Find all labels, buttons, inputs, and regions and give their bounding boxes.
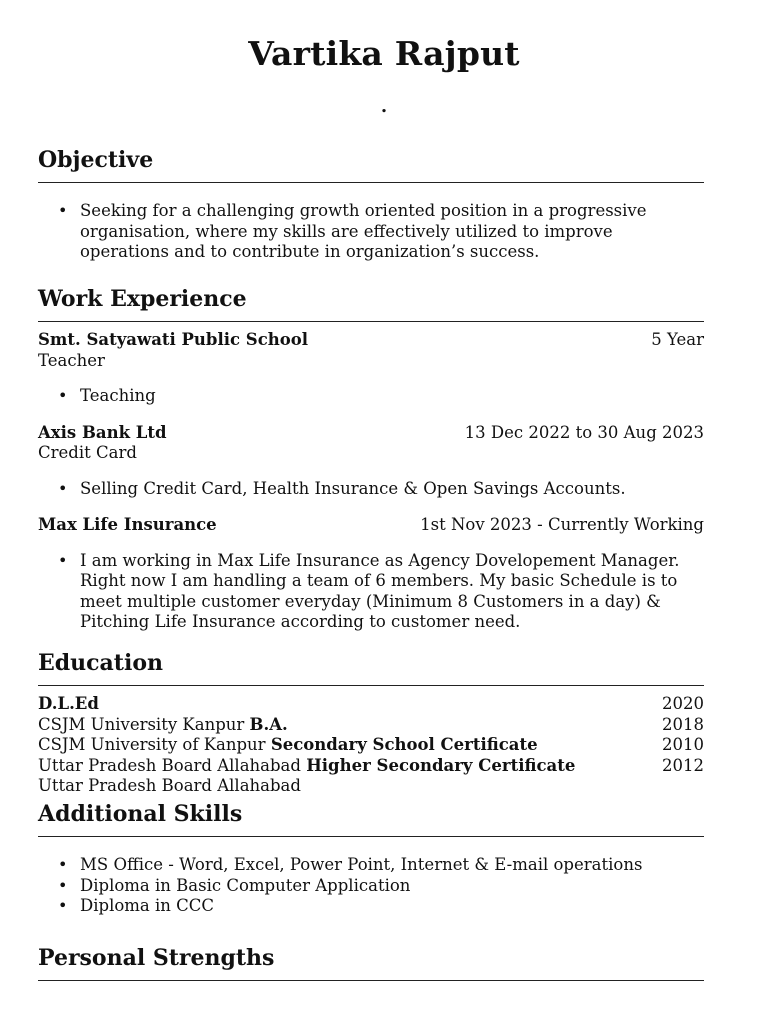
job-duties — [38, 386, 704, 407]
education-row — [38, 756, 704, 777]
education-year: 2012 — [662, 755, 704, 775]
skills-divider — [38, 836, 704, 837]
education-trailing-institution: Uttar Pradesh Board Allahabad — [38, 776, 301, 795]
job-entry — [38, 515, 704, 633]
job-period: 13 Dec 2022 to 30 Aug 2023 — [464, 422, 704, 442]
job-entry — [38, 423, 704, 500]
education-qualification: Secondary School Certificate — [270, 735, 538, 754]
job-duty-item: • Teaching — [38, 386, 704, 407]
education-institution: CSJM University Kanpur — [38, 714, 250, 734]
strengths-divider — [38, 980, 704, 981]
skills-list — [38, 855, 704, 917]
job-duty-item: • Selling Credit Card, Health Insurance & Open Savings Accounts. — [38, 479, 704, 500]
education-divider — [38, 685, 704, 686]
job-period: 5 Year — [651, 330, 704, 349]
education-list — [38, 694, 704, 797]
job-role: Credit Card — [38, 443, 137, 462]
objective-title: Objective — [38, 147, 154, 173]
education-institution: Uttar Pradesh Board Allahabad — [38, 755, 307, 775]
work-title: Work Experience — [38, 286, 247, 312]
job-duties — [38, 479, 704, 500]
job-entry — [38, 330, 704, 407]
objective-section — [38, 146, 704, 263]
skill-item: • MS Office - Word, Excel, Power Point, Internet & E-mail operations — [38, 855, 704, 876]
education-qualification: B.A. — [249, 714, 288, 734]
education-title: Education — [38, 650, 163, 676]
education-row — [38, 715, 704, 736]
strengths-section — [38, 944, 704, 981]
candidate-name: Vartika Rajput — [248, 34, 520, 73]
objective-item: • Seeking for a challenging growth oriented position in a progressive organisation, where my skills are effectively utilized to improve operations and to contribute in organization’s success. — [38, 201, 704, 263]
job-period: 1st Nov 2023 - Currently Working — [420, 515, 704, 534]
education-year: 2020 — [662, 694, 704, 713]
education-qualification: Higher Secondary Certificate — [306, 755, 576, 775]
education-section — [38, 649, 704, 797]
job-company: Axis Bank Ltd — [38, 422, 167, 442]
skills-title: Additional Skills — [38, 801, 243, 827]
objective-list — [38, 201, 704, 263]
job-duties — [38, 551, 704, 633]
work-section — [38, 285, 704, 633]
education-year: 2010 — [662, 735, 704, 754]
education-row — [38, 694, 704, 715]
objective-divider — [38, 182, 704, 183]
job-duty-item: • I am working in Max Life Insurance as Agency Dovelopement Manager. Right now I am handling a team of 6 members. My basic Schedule is to meet multiple customer everyday (Minimum 8 Customers in a day) & Pitching Life Insurance according to customer need. — [38, 551, 704, 633]
education-year: 2018 — [662, 714, 704, 734]
education-row — [38, 735, 704, 756]
job-company: Smt. Satyawati Public School — [38, 330, 309, 349]
work-divider — [38, 321, 704, 322]
skills-section — [38, 800, 704, 917]
education-qualification: D.L.Ed — [38, 694, 99, 713]
job-role: Teacher — [38, 350, 105, 370]
header-separator: . — [380, 96, 388, 117]
job-company: Max Life Insurance — [38, 515, 217, 534]
education-institution: CSJM University of Kanpur — [38, 735, 271, 754]
skill-item: • Diploma in Basic Computer Application — [38, 876, 704, 897]
strengths-title: Personal Strengths — [38, 945, 275, 971]
skill-item: • Diploma in CCC — [38, 896, 704, 917]
